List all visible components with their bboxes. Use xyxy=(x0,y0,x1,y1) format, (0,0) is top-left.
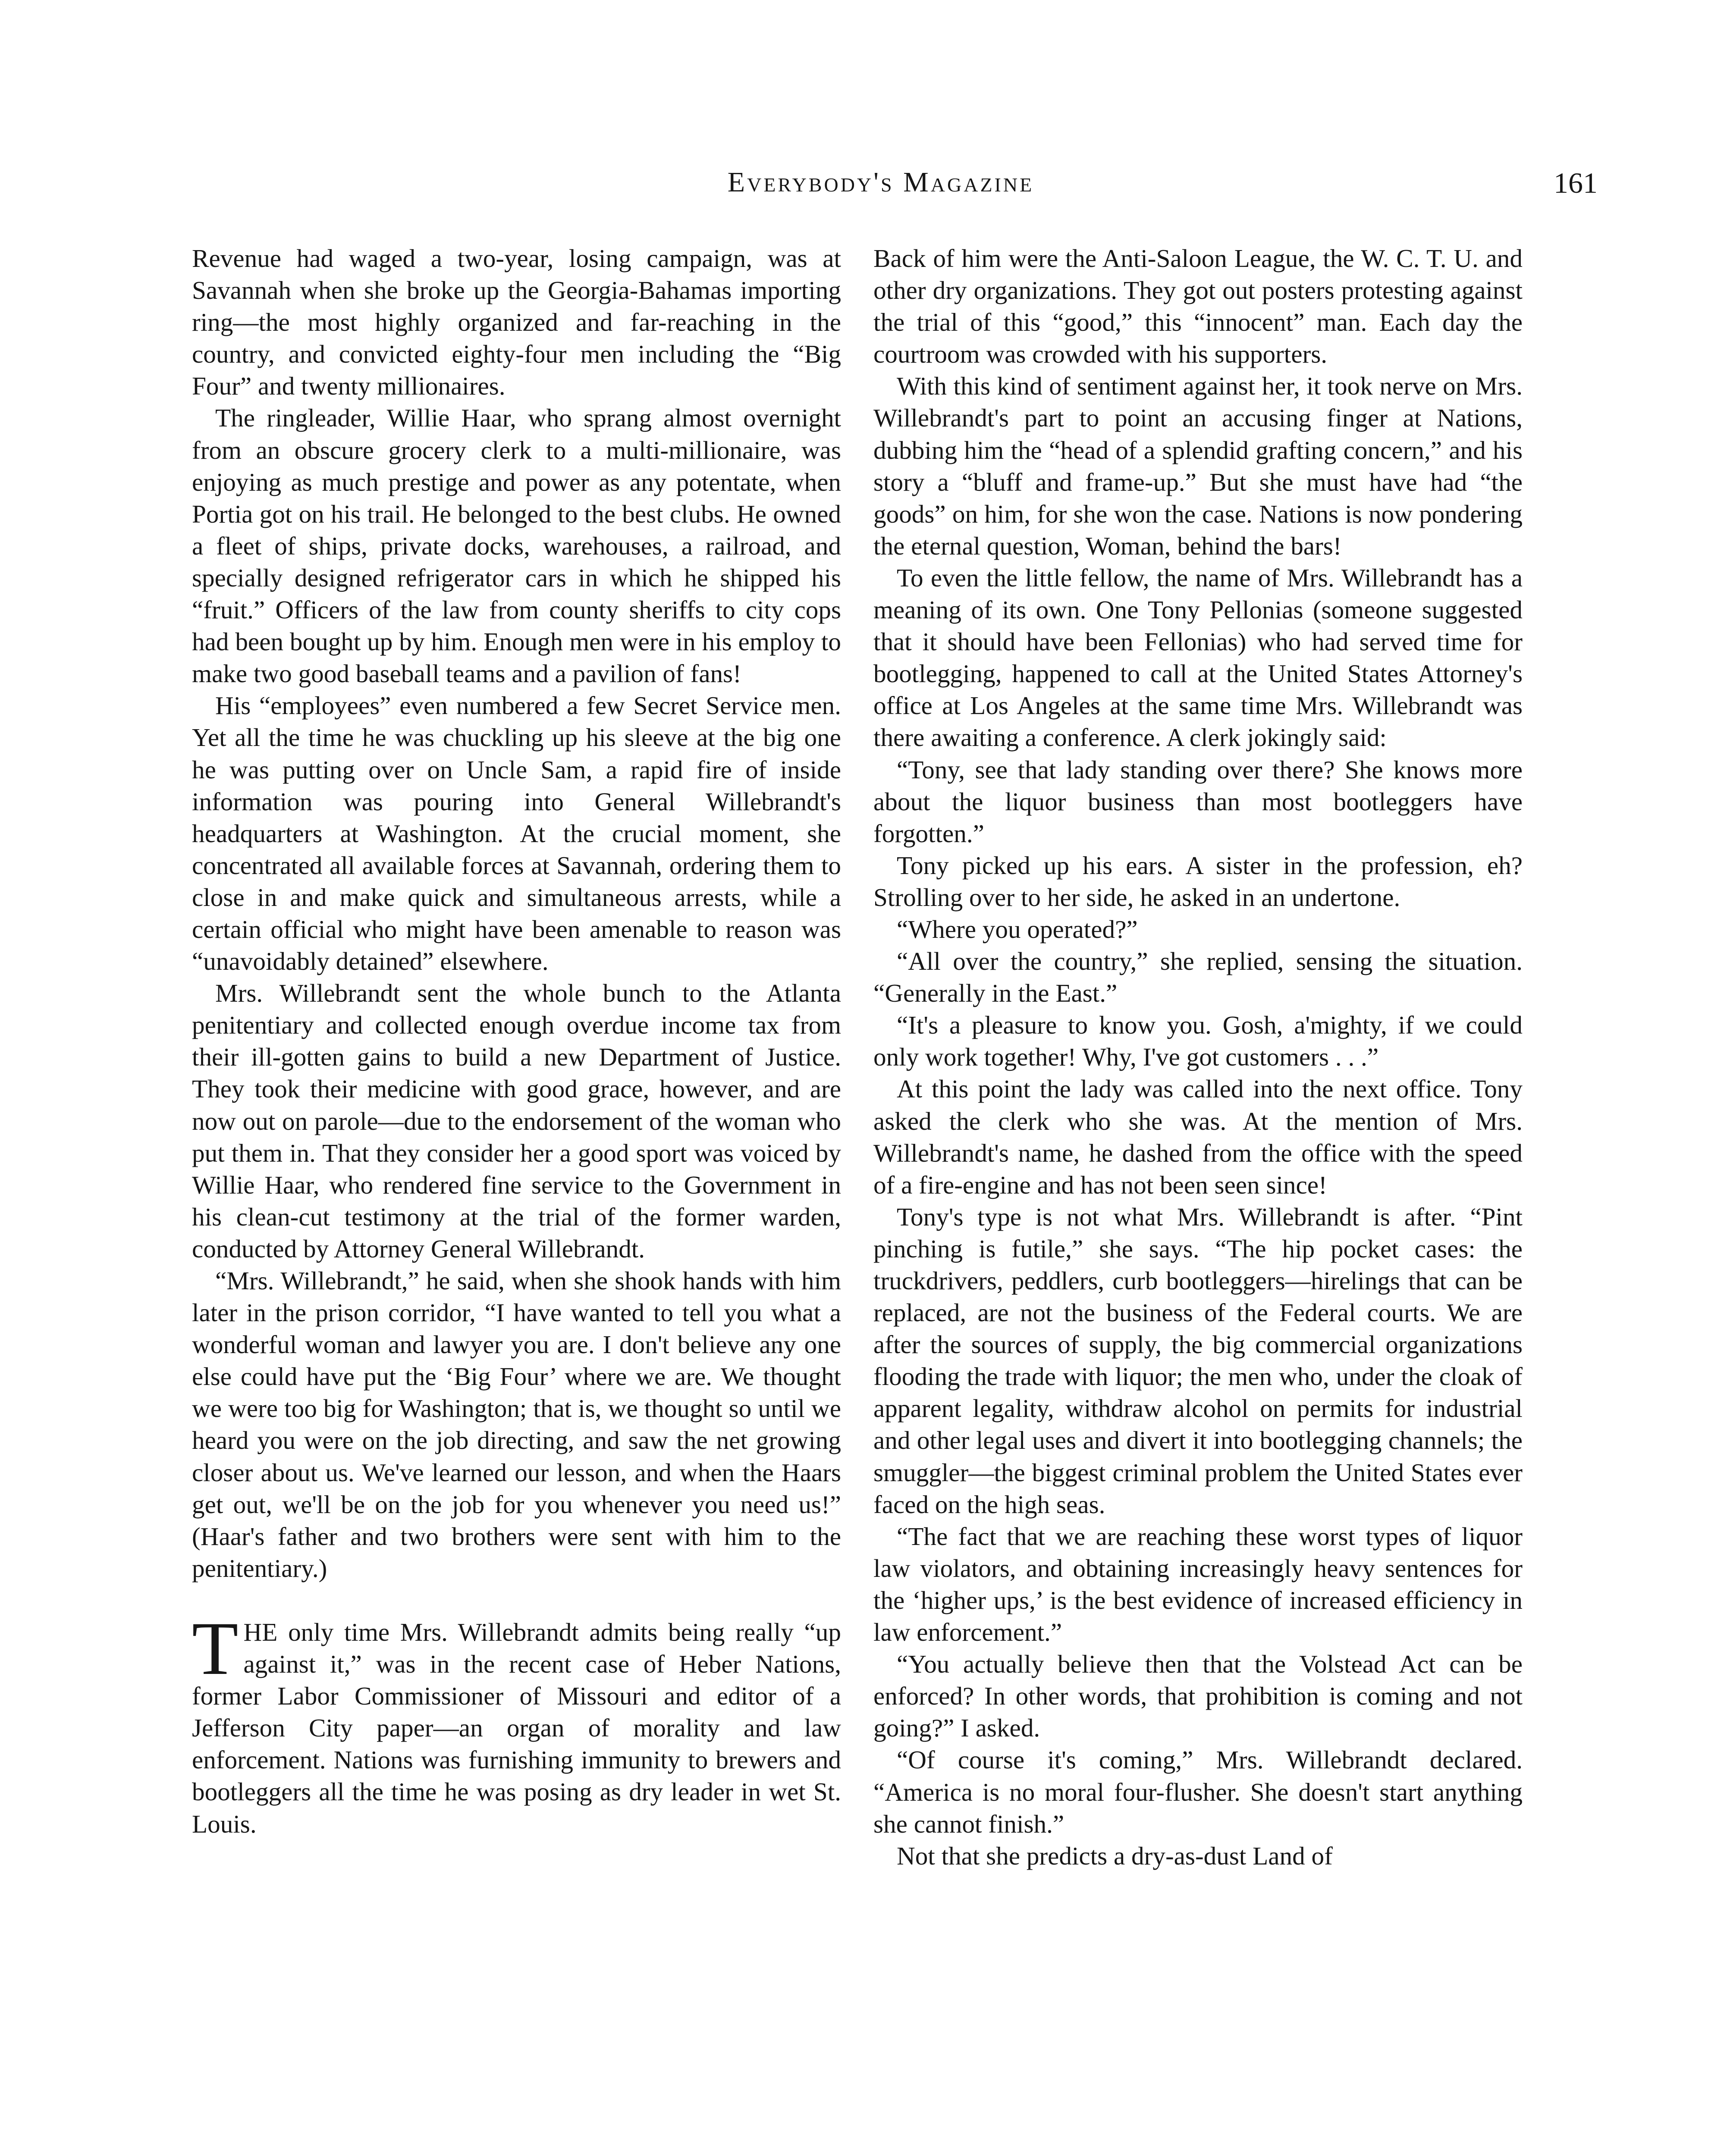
drop-cap: T xyxy=(192,1606,239,1691)
left-column xyxy=(192,242,841,1840)
running-head xyxy=(0,166,1727,205)
paragraph-text: HE only time Mrs. Willebrandt admits being really “up against it,” was in the recent case of Heber Nations, former Labor Commissioner of Missouri and editor of a Jefferson City paper—an organ of morality and law enforcement. Nations was furnishing immunity to brewers and bootleggers all the time he was posing as dry leader in wet St. Louis. xyxy=(192,1617,841,1838)
paragraph: Revenue had waged a two-year, losing campaign, was at Savannah when she broke up the Georgia-Bahamas importing ring—the most highly organized and far-reaching in the country, and convicted eighty-four men including the “Big Four” and twenty millionaires. xyxy=(192,244,841,401)
paragraph: Back of him were the Anti-Saloon League, the W. C. T. U. and other dry organizations. They got out posters protesting against the trial of this “good,” this “innocent” man. Each day the courtroom was crowded with his supporters. xyxy=(873,244,1523,369)
paragraph: Mrs. Willebrandt sent the whole bunch to the Atlanta penitentiary and collected enough overdue income tax from their ill-gotten gains to build a new Department of Justice. They took their medicine with good grace, however, and are now out on parole—due to the endorsement of the woman who put them in. That they consider her a good sport was voiced by Willie Haar, who rendered fine service to the Government in his clean-cut testimony at the trial of the former warden, conducted by Attorney General Willebrandt. xyxy=(192,979,841,1263)
paragraph: “All over the country,” she replied, sensing the situation. “Generally in the East.” xyxy=(873,947,1523,1008)
paragraph: “You actually believe then that the Volstead Act can be enforced? In other words, that prohibition is coming and not going?” I asked. xyxy=(873,1650,1523,1742)
right-column xyxy=(873,242,1523,1872)
paragraph: At this point the lady was called into the next office. Tony asked the clerk who she was. At the mention of Mrs. Willebrandt's name, he dashed from the office with the speed of a fire-engine and has not been seen since! xyxy=(873,1075,1523,1199)
paragraph: His “employees” even numbered a few Secret Service men. Yet all the time he was chuckling up his sleeve at the big one he was putting over on Uncle Sam, a rapid fire of inside information was pouring into General Willebrandt's headquarters at Washington. At the crucial moment, she concentrated all available forces at Savannah, ordering them to close in and make quick and simultaneous arrests, while a certain official who might have been amenable to reason was “unavoidably detained” elsewhere. xyxy=(192,691,841,976)
paragraph: “The fact that we are reaching these worst types of liquor law violators, and obtaining increasingly heavy sentences for the ‘higher ups,’ is the best evidence of increased efficiency in law enforcement.” xyxy=(873,1522,1523,1647)
paragraph: With this kind of sentiment against her, it took nerve on Mrs. Willebrandt's part to point an accusing finger at Nations, dubbing him the “head of a splendid grafting concern,” and his story a “bluff and frame-up.” But she must have had “the goods” on him, for she won the case. Nations is now pondering the eternal question, Woman, behind the bars! xyxy=(873,372,1523,560)
section-opening-paragraph xyxy=(192,1606,841,1840)
magazine-title: Everybody's Magazine xyxy=(727,166,1034,198)
paragraph: The ringleader, Willie Haar, who sprang almost overnight from an obscure grocery clerk to a multi-millionaire, was enjoying as much prestige and power as any potentate, when Portia got on his trail. He belonged to the best clubs. He owned a fleet of ships, private docks, warehouses, a railroad, and specially designed refrigerator cars in which he shipped his “fruit.” Officers of the law from county sheriffs to city cops had been bought up by him. Enough men were in his employ to make two good baseball teams and a pavilion of fans! xyxy=(192,404,841,688)
page-number: 161 xyxy=(1554,166,1598,199)
paragraph: “Tony, see that lady standing over there? She knows more about the liquor business than most bootleggers have forgotten.” xyxy=(873,755,1523,848)
paragraph: Tony picked up his ears. A sister in the profession, eh? Strolling over to her side, he asked in an undertone. xyxy=(873,851,1523,912)
paragraph: “Where you operated?” xyxy=(897,915,1138,943)
paragraph: Not that she predicts a dry-as-dust Land of xyxy=(897,1841,1333,1870)
paragraph: “Of course it's coming,” Mrs. Willebrandt declared. “America is no moral four-flusher. She doesn't start anything she cannot finish.” xyxy=(873,1745,1523,1838)
paragraph: To even the little fellow, the name of Mrs. Willebrandt has a meaning of its own. One Tony Pellonias (someone suggested that it should have been Fellonias) who had served time for bootlegging, happened to call at the United States Attorney's office at Los Angeles at the same time Mrs. Willebrandt was there awaiting a conference. A clerk jokingly said: xyxy=(873,563,1523,752)
paragraph: Tony's type is not what Mrs. Willebrandt is after. “Pint pinching is futile,” she says. “The hip pocket cases: the truckdrivers, peddlers, curb bootleggers—hirelings that can be replaced, are not the business of the Federal courts. We are after the sources of supply, the big commercial organizations flooding the trade with liquor; the men who, under the cloak of apparent legality, withdraw alcohol on permits for industrial and other legal uses and divert it into bootlegging channels; the smuggler—the biggest criminal problem the United States ever faced on the high seas. xyxy=(873,1202,1523,1519)
paragraph: “Mrs. Willebrandt,” he said, when she shook hands with him later in the prison corridor, “I have wanted to tell you what a wonderful woman and lawyer you are. I don't believe any one else could have put the ‘Big Four’ where we are. We thought we were too big for Washington; that is, we thought so until we heard you were on the job directing, and saw the net growing closer about us. We've learned our lesson, and when the Haars get out, we'll be on the job for you whenever you need us!” (Haar's father and two brothers were sent with him to the penitentiary.) xyxy=(192,1266,841,1583)
paragraph: “It's a pleasure to know you. Gosh, a'mighty, if we could only work together! Why, I've got customers . . .” xyxy=(873,1011,1523,1072)
